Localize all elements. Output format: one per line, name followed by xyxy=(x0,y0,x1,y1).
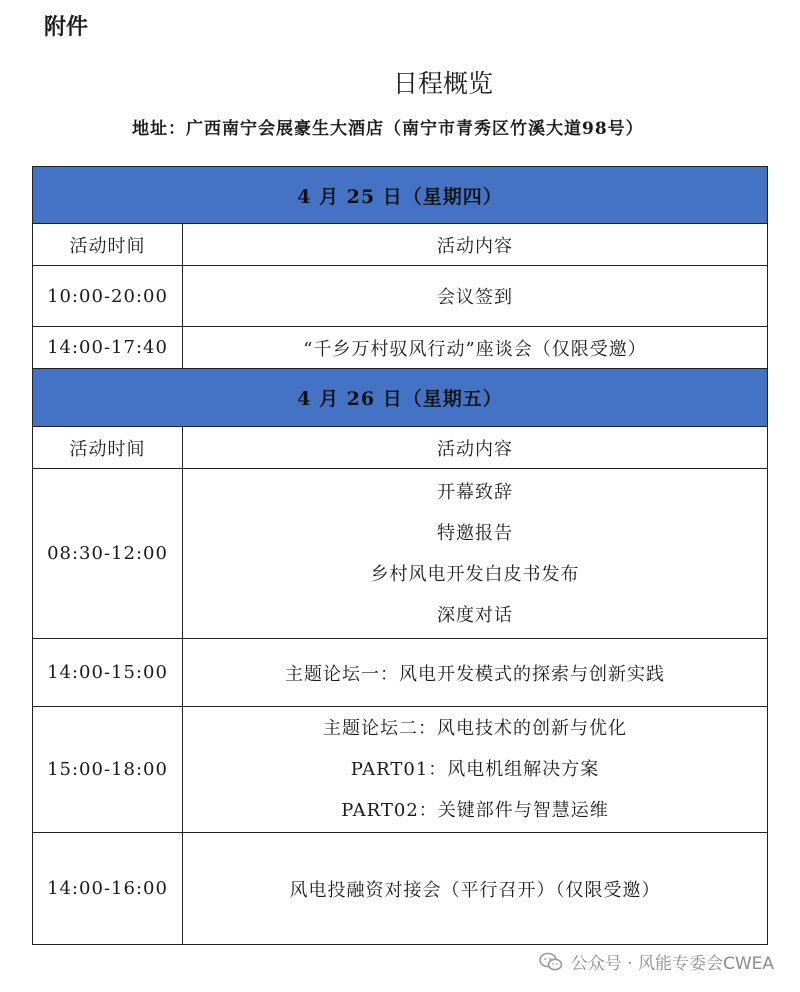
schedule-table xyxy=(32,166,768,945)
activity-item: 主题论坛二：风电技术的创新与优化 xyxy=(323,718,627,739)
activity-content xyxy=(183,707,768,833)
activity-time: 14:00-17:40 xyxy=(33,327,183,369)
activity-time: 14:00-16:00 xyxy=(33,833,183,945)
day-header-row xyxy=(33,167,768,224)
column-header-row xyxy=(33,224,768,266)
activity-content xyxy=(183,266,768,327)
activity-item: PART02：关键部件与智慧运维 xyxy=(341,800,609,821)
activity-content xyxy=(183,639,768,707)
page-title: 日程概览 xyxy=(392,69,493,98)
activity-item: 特邀报告 xyxy=(437,522,513,544)
venue-address: 地址：广西南宁会展豪生大酒店（南宁市青秀区竹溪大道98号） xyxy=(132,119,644,139)
column-header-row xyxy=(33,427,768,469)
activity-time: 15:00-18:00 xyxy=(33,707,183,833)
activity-content xyxy=(183,327,768,369)
activity-item: 开幕致辞 xyxy=(437,481,513,503)
activity-time: 14:00-15:00 xyxy=(33,639,183,707)
column-header-time: 活动时间 xyxy=(33,224,183,266)
column-header-content: 活动内容 xyxy=(183,224,768,266)
day-date-label: 4 月 26 日（星期五） xyxy=(33,369,768,427)
table-row xyxy=(33,266,768,327)
table-row xyxy=(33,707,768,833)
table-row xyxy=(33,469,768,639)
day-date-label: 4 月 25 日（星期四） xyxy=(33,167,768,224)
column-header-content: 活动内容 xyxy=(183,427,768,469)
activity-item: 乡村风电开发白皮书发布 xyxy=(370,563,580,585)
activity-item: 深度对话 xyxy=(437,604,513,626)
activity-time: 08:30-12:00 xyxy=(33,469,183,639)
table-row xyxy=(33,833,768,945)
activity-item: “千乡万村驭风行动”座谈会（仅限受邀） xyxy=(303,338,647,360)
activity-time: 10:00-20:00 xyxy=(33,266,183,327)
watermark-text: 公众号 · 风能专委会CWEA xyxy=(570,954,774,974)
day-header-row xyxy=(33,369,768,427)
wechat-icon xyxy=(539,952,563,972)
activity-content xyxy=(183,469,768,639)
table-row xyxy=(33,327,768,369)
attachment-label: 附件 xyxy=(44,15,89,40)
activity-item: 风电投融资对接会（平行召开）（仅限受邀） xyxy=(289,879,661,901)
table-row xyxy=(33,639,768,707)
activity-item: 主题论坛一：风电开发模式的探索与创新实践 xyxy=(285,663,665,685)
column-header-time: 活动时间 xyxy=(33,427,183,469)
watermark xyxy=(539,949,774,974)
activity-item: PART01：风电机组解决方案 xyxy=(350,759,600,780)
activity-content xyxy=(183,833,768,945)
activity-item: 会议签到 xyxy=(437,287,513,308)
